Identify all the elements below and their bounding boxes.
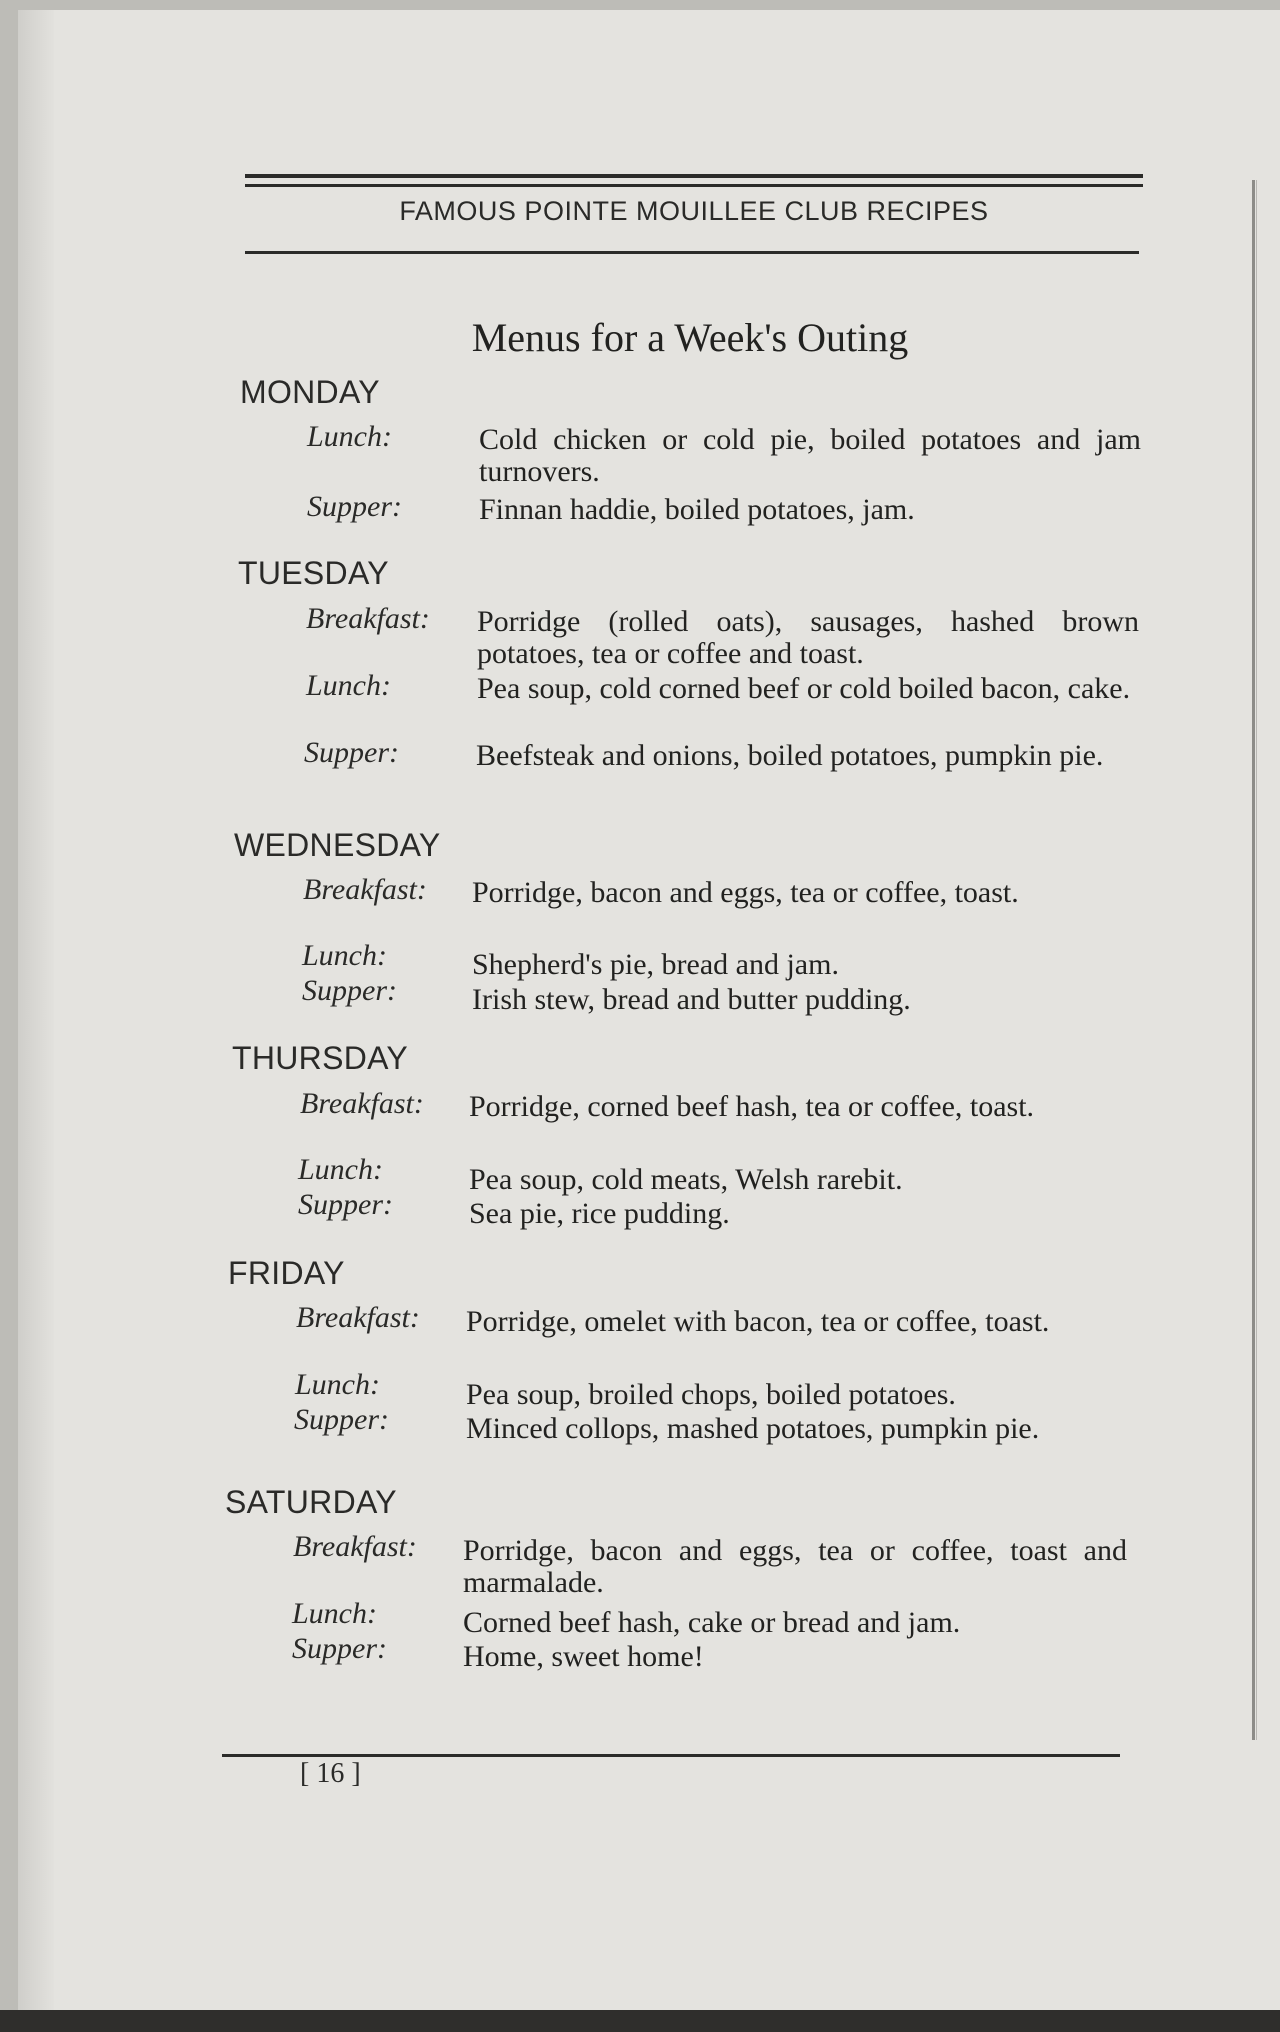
meal-label: Lunch: — [295, 1368, 380, 1401]
meal-label: Lunch: — [298, 1153, 383, 1186]
meal-label: Breakfast: — [303, 873, 427, 906]
day-heading: MONDAY — [240, 374, 380, 410]
meal-text: Pea soup, broiled chops, boiled potatoes. — [466, 1378, 956, 1411]
meal-label: Supper: — [307, 490, 402, 523]
meal-text: Porridge, bacon and eggs, tea or coffee, toast. — [472, 876, 1019, 909]
meal-label: Lunch: — [302, 939, 387, 972]
meal-label: Lunch: — [292, 1597, 377, 1630]
page-edge — [1252, 180, 1255, 1740]
meal-text: Irish stew, bread and butter pudding. — [472, 983, 911, 1016]
header-rule-thin — [245, 184, 1143, 187]
header-rule-thick — [245, 174, 1143, 178]
meal-text: Porridge, corned beef hash, tea or coffee, toast. — [469, 1090, 1035, 1123]
meal-text: Cold chicken or cold pie, boiled potatoes and jam turnovers. — [479, 423, 1141, 488]
meal-text: Porridge, bacon and eggs, tea or coffee, toast and marmalade. — [463, 1534, 1127, 1599]
meal-label: Breakfast: — [293, 1530, 417, 1563]
meal-text: Home, sweet home! — [463, 1640, 704, 1673]
meal-text: Finnan haddie, boiled potatoes, jam. — [479, 493, 915, 526]
footer-rule — [222, 1754, 1120, 1757]
meal-text: Porridge, omelet with bacon, tea or coffee, toast. — [466, 1305, 1050, 1338]
scan-shadow — [0, 2010, 1280, 2032]
meal-text: Sea pie, rice pudding. — [469, 1197, 730, 1230]
day-heading: WEDNESDAY — [234, 827, 441, 863]
meal-text: Pea soup, cold corned beef or cold boiled bacon, cake. — [477, 672, 1131, 705]
header-rule-bottom — [245, 251, 1139, 254]
meal-label: Supper: — [298, 1188, 393, 1221]
meal-label: Breakfast: — [300, 1087, 424, 1120]
meal-text: Beefsteak and onions, boiled potatoes, pumpkin pie. — [476, 739, 1104, 772]
page-edge-highlight — [1256, 180, 1257, 1740]
day-heading: THURSDAY — [232, 1040, 409, 1076]
meal-text: Pea soup, cold meats, Welsh rarebit. — [469, 1163, 903, 1196]
meal-label: Lunch: — [307, 420, 392, 453]
day-heading: SATURDAY — [225, 1484, 397, 1520]
meal-text: Porridge (rolled oats), sausages, hashed brown potatoes, tea or coffee and toast. — [477, 605, 1139, 670]
day-heading: TUESDAY — [238, 555, 389, 591]
meal-label: Supper: — [292, 1632, 387, 1665]
meal-label: Supper: — [302, 974, 397, 1007]
meal-label: Breakfast: — [296, 1301, 420, 1334]
day-heading: FRIDAY — [228, 1255, 345, 1291]
meal-text: Corned beef hash, cake or bread and jam. — [463, 1606, 961, 1639]
page-gutter — [18, 10, 54, 2010]
page-title: Menus for a Week's Outing — [471, 315, 909, 360]
meal-label: Supper: — [294, 1403, 389, 1436]
meal-label: Supper: — [304, 736, 399, 769]
meal-label: Lunch: — [306, 669, 391, 702]
page-number: [ 16 ] — [300, 1758, 361, 1789]
meal-text: Shepherd's pie, bread and jam. — [472, 948, 839, 981]
running-head: FAMOUS POINTE MOUILLEE CLUB RECIPES — [399, 196, 989, 226]
meal-text: Minced collops, mashed potatoes, pumpkin pie. — [466, 1412, 1040, 1445]
meal-label: Breakfast: — [306, 602, 430, 635]
